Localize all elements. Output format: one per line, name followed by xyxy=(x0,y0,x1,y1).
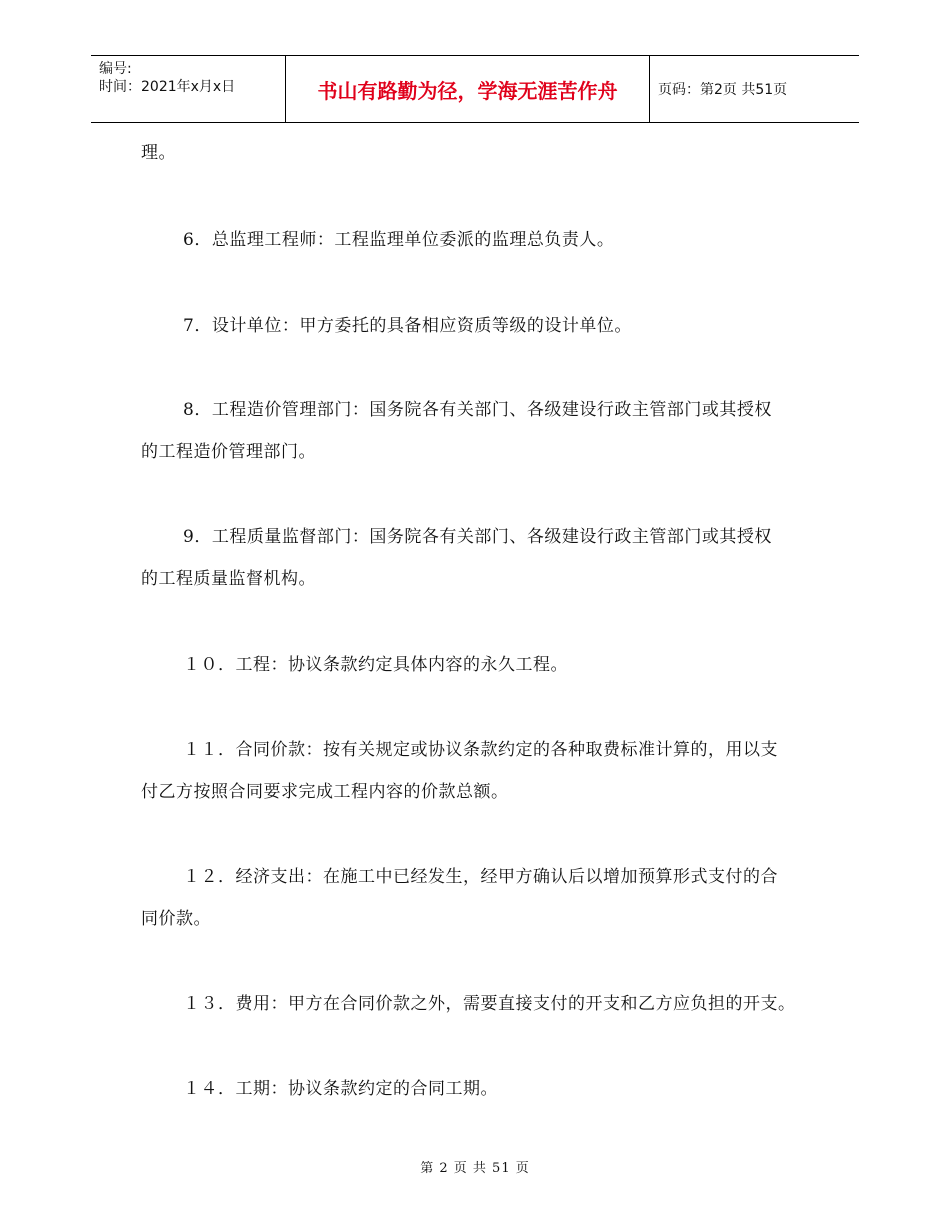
header-motto: 书山有路勤为径，学海无涯苦作舟 xyxy=(286,56,650,122)
paragraph-line: 付乙方按照合同要求完成工程内容的价款总额。 xyxy=(141,782,509,802)
paragraph-line: １０．工程：协议条款约定具体内容的永久工程。 xyxy=(183,655,568,675)
paragraph-line: 的工程质量监督机构。 xyxy=(141,569,316,589)
header-page-info: 页码：第2页 共51页 xyxy=(658,82,788,98)
header-meta xyxy=(91,56,286,122)
paragraph-line: １２．经济支出：在施工中已经发生，经甲方确认后以增加预算形式支付的合 xyxy=(183,867,778,887)
paragraph-line: １３．费用：甲方在合同价款之外，需要直接支付的开支和乙方应负担的开支。 xyxy=(183,994,796,1014)
page-header xyxy=(91,55,859,123)
paragraph-line: 理。 xyxy=(141,143,176,163)
paragraph-line: 7．设计单位：甲方委托的具备相应资质等级的设计单位。 xyxy=(183,316,632,336)
paragraph-line: １１．合同价款：按有关规定或协议条款约定的各种取费标准计算的，用以支 xyxy=(183,740,778,760)
paragraph-line: 同价款。 xyxy=(141,909,211,929)
number-label: 编号: xyxy=(99,61,132,77)
time-label: 时间：2021年x月x日 xyxy=(99,79,236,95)
paragraph-line: 6．总监理工程师：工程监理单位委派的监理总负责人。 xyxy=(183,230,615,250)
paragraph-line: 9．工程质量监督部门：国务院各有关部门、各级建设行政主管部门或其授权 xyxy=(183,527,772,547)
paragraph-line: 的工程造价管理部门。 xyxy=(141,442,316,462)
paragraph-line: 8．工程造价管理部门：国务院各有关部门、各级建设行政主管部门或其授权 xyxy=(183,400,772,420)
paragraph-line: １４．工期：协议条款约定的合同工期。 xyxy=(183,1079,498,1099)
page-footer: 第 2 页 共 51 页 xyxy=(420,1161,530,1176)
